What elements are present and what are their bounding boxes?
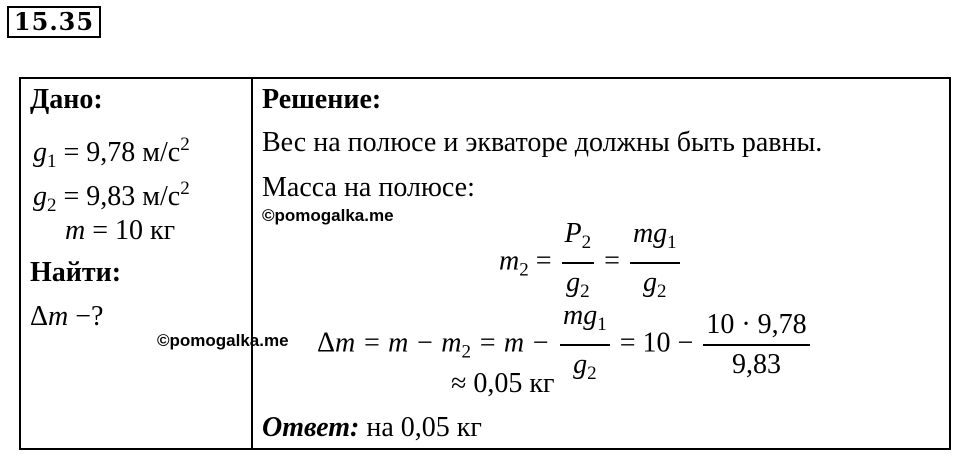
eq1-lhs-sub: 2 (519, 259, 529, 281)
given-g1 (33, 129, 190, 178)
g2-value: = 9,83 м/с (56, 181, 181, 212)
eq2-delta: Δ (317, 327, 336, 359)
eq2-g-sub: 2 (587, 363, 597, 384)
watermark: ©pomogalka.me (262, 206, 394, 225)
delta-symbol: Δ (30, 301, 49, 332)
g-symbol-2: g (643, 267, 658, 298)
solution-line-1: Вес на полюсе и экваторе должны быть равны. (262, 127, 823, 158)
g1-exponent: 2 (180, 134, 190, 155)
g-sub: 2 (580, 281, 590, 302)
eq2-eq-m-minus: = m − (470, 327, 557, 359)
eq1-equals: = (528, 245, 559, 277)
eq2-mg-symbol: mg (563, 300, 598, 331)
approx-result: ≈ 0,05 кг (451, 368, 555, 399)
fraction-mg1-g2-2 (560, 297, 610, 393)
m-value: = 10 кг (85, 215, 176, 246)
g1-value: = 9,78 м/с (56, 137, 181, 168)
answer-label: Ответ: (262, 412, 360, 443)
eq2-m-minus-m: = m − m (355, 327, 462, 359)
problem-table (19, 77, 951, 450)
g-sub-2: 2 (657, 281, 667, 302)
given-m (65, 215, 175, 247)
answer-text: на 0,05 кг (359, 412, 482, 443)
eq1-equals-2: = (597, 245, 627, 277)
eq2-m-sub: 2 (461, 341, 471, 363)
p-symbol: P (564, 218, 582, 249)
solution-heading: Решение: (262, 84, 382, 115)
eq2-g-symbol: g (573, 349, 588, 380)
find-question: −? (68, 301, 104, 332)
m-symbol: m (65, 215, 86, 246)
solution-line-2: Масса на полюсе: (262, 172, 475, 203)
find-heading: Найти: (30, 257, 122, 288)
numeric-denominator: 9,83 (731, 349, 781, 380)
g1-symbol: g (33, 137, 47, 168)
g2-symbol: g (33, 181, 47, 212)
g-symbol: g (566, 267, 581, 298)
find-delta-m (30, 301, 103, 333)
p-sub: 2 (581, 232, 592, 253)
given-heading: Дано: (30, 84, 103, 115)
eq1-lhs: m (499, 245, 520, 277)
problem-number: 15.35 (7, 6, 101, 38)
find-m-symbol: m (48, 301, 69, 332)
g2-exponent: 2 (180, 178, 190, 199)
g1-subscript: 1 (47, 151, 57, 172)
watermark: ©pomogalka.me (157, 331, 289, 350)
column-divider (251, 79, 253, 448)
numeric-numerator: 10 · 9,78 (703, 306, 809, 346)
fraction-numeric (703, 306, 809, 384)
mg-sub: 1 (667, 232, 677, 253)
mg-symbol: mg (632, 218, 668, 249)
eq2-m: m (335, 327, 356, 359)
g2-subscript: 2 (47, 195, 57, 216)
answer-line (262, 412, 482, 444)
equation-delta-m (317, 297, 813, 393)
eq2-tail: = 10 − (612, 327, 701, 359)
eq2-mg-sub: 1 (597, 314, 607, 335)
